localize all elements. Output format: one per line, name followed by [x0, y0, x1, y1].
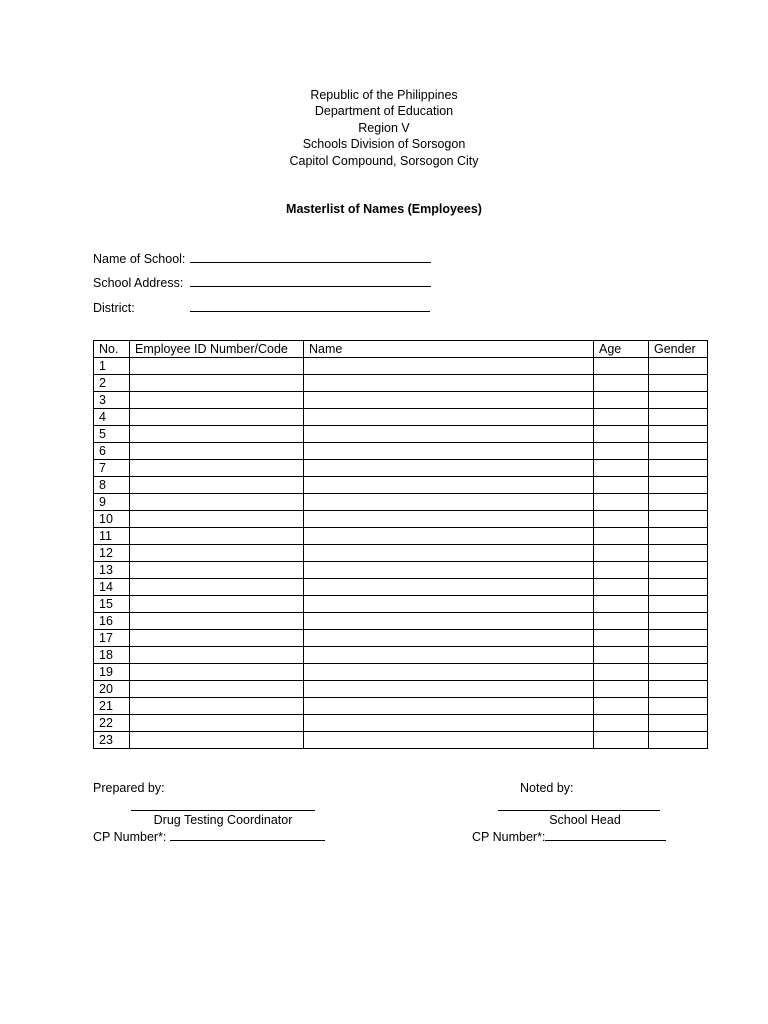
noted-cp-number-label: CP Number*: [472, 830, 546, 844]
row-number-cell: 1 [94, 358, 130, 375]
gender-cell[interactable] [649, 409, 708, 426]
row-number-cell: 6 [94, 443, 130, 460]
age-cell[interactable] [594, 375, 649, 392]
name-cell[interactable] [304, 715, 594, 732]
age-cell[interactable] [594, 409, 649, 426]
table-header-row [94, 341, 708, 358]
table-row [94, 732, 708, 749]
row-number-cell: 21 [94, 698, 130, 715]
age-cell[interactable] [594, 664, 649, 681]
school-address-blank[interactable] [190, 275, 431, 287]
employee-id-cell[interactable] [130, 698, 304, 715]
column-header-gender: Gender [649, 341, 708, 358]
employee-masterlist-table [93, 340, 708, 749]
age-cell[interactable] [594, 732, 649, 749]
employee-id-cell[interactable] [130, 528, 304, 545]
gender-cell[interactable] [649, 579, 708, 596]
name-cell[interactable] [304, 630, 594, 647]
name-cell[interactable] [304, 664, 594, 681]
age-cell[interactable] [594, 477, 649, 494]
gender-cell[interactable] [649, 681, 708, 698]
row-number-cell: 12 [94, 545, 130, 562]
letterhead-line-department: Department of Education [314, 104, 454, 119]
gender-cell[interactable] [649, 647, 708, 664]
letterhead-line-address: Capitol Compound, Sorsogon City [289, 153, 479, 168]
column-header-name: Name [304, 341, 594, 358]
name-cell[interactable] [304, 494, 594, 511]
column-header-employee-id: Employee ID Number/Code [130, 341, 304, 358]
prepared-by-signature-line[interactable] [131, 810, 315, 811]
table-row [94, 681, 708, 698]
document-title: Masterlist of Names (Employees) [286, 202, 482, 216]
age-cell[interactable] [594, 358, 649, 375]
employee-id-cell[interactable] [130, 511, 304, 528]
table-row [94, 426, 708, 443]
name-cell[interactable] [304, 732, 594, 749]
name-cell[interactable] [304, 528, 594, 545]
table-row [94, 613, 708, 630]
name-cell[interactable] [304, 681, 594, 698]
table-row [94, 511, 708, 528]
school-address-field [93, 275, 431, 290]
district-field [93, 300, 430, 315]
gender-cell[interactable] [649, 375, 708, 392]
employee-id-cell[interactable] [130, 630, 304, 647]
district-label: District: [93, 301, 135, 315]
letterhead-line-region: Region V [358, 120, 410, 135]
age-cell[interactable] [594, 392, 649, 409]
table-row [94, 715, 708, 732]
table-row [94, 630, 708, 647]
row-number-cell: 23 [94, 732, 130, 749]
letterhead-line-republic: Republic of the Philippines [310, 88, 458, 102]
table-row [94, 392, 708, 409]
employee-id-cell[interactable] [130, 732, 304, 749]
row-number-cell: 2 [94, 375, 130, 392]
table-row [94, 358, 708, 375]
age-cell[interactable] [594, 562, 649, 579]
row-number-cell: 10 [94, 511, 130, 528]
letterhead [0, 87, 768, 169]
gender-cell[interactable] [649, 358, 708, 375]
name-cell[interactable] [304, 511, 594, 528]
name-cell[interactable] [304, 698, 594, 715]
table-row [94, 409, 708, 426]
row-number-cell: 11 [94, 528, 130, 545]
row-number-cell: 8 [94, 477, 130, 494]
gender-cell[interactable] [649, 528, 708, 545]
employee-id-cell[interactable] [130, 358, 304, 375]
name-cell[interactable] [304, 460, 594, 477]
gender-cell[interactable] [649, 443, 708, 460]
gender-cell[interactable] [649, 562, 708, 579]
name-cell[interactable] [304, 358, 594, 375]
age-cell[interactable] [594, 494, 649, 511]
prepared-by-label: Prepared by: [93, 781, 165, 795]
gender-cell[interactable] [649, 477, 708, 494]
gender-cell[interactable] [649, 545, 708, 562]
employee-id-cell[interactable] [130, 664, 304, 681]
gender-cell[interactable] [649, 715, 708, 732]
age-cell[interactable] [594, 698, 649, 715]
employee-id-cell[interactable] [130, 613, 304, 630]
age-cell[interactable] [594, 715, 649, 732]
table-row [94, 562, 708, 579]
table-row [94, 647, 708, 664]
employee-id-cell[interactable] [130, 460, 304, 477]
row-number-cell: 5 [94, 426, 130, 443]
school-name-field [93, 251, 431, 266]
name-cell[interactable] [304, 545, 594, 562]
name-cell[interactable] [304, 409, 594, 426]
name-cell[interactable] [304, 375, 594, 392]
employee-id-cell[interactable] [130, 596, 304, 613]
row-number-cell: 7 [94, 460, 130, 477]
table-body [94, 358, 708, 749]
employee-id-cell[interactable] [130, 477, 304, 494]
row-number-cell: 18 [94, 647, 130, 664]
age-cell[interactable] [594, 613, 649, 630]
employee-id-cell[interactable] [130, 426, 304, 443]
name-cell[interactable] [304, 613, 594, 630]
school-name-label: Name of School: [93, 252, 186, 266]
name-cell[interactable] [304, 392, 594, 409]
noted-by-label: Noted by: [520, 781, 574, 795]
noted-by-role: School Head [549, 813, 621, 827]
column-header-no: No. [94, 341, 130, 358]
prepared-cp-number-blank[interactable] [170, 829, 325, 841]
employee-id-cell[interactable] [130, 494, 304, 511]
name-cell[interactable] [304, 426, 594, 443]
row-number-cell: 9 [94, 494, 130, 511]
name-cell[interactable] [304, 596, 594, 613]
gender-cell[interactable] [649, 664, 708, 681]
prepared-cp-number-label: CP Number*: [93, 830, 167, 844]
age-cell[interactable] [594, 443, 649, 460]
gender-cell[interactable] [649, 698, 708, 715]
employee-id-cell[interactable] [130, 715, 304, 732]
district-blank[interactable] [190, 300, 430, 312]
name-cell[interactable] [304, 443, 594, 460]
employee-id-cell[interactable] [130, 443, 304, 460]
table-row [94, 596, 708, 613]
prepared-cp-number-field [93, 829, 325, 844]
table-row [94, 477, 708, 494]
age-cell[interactable] [594, 647, 649, 664]
employee-id-cell[interactable] [130, 562, 304, 579]
gender-cell[interactable] [649, 460, 708, 477]
gender-cell[interactable] [649, 732, 708, 749]
gender-cell[interactable] [649, 613, 708, 630]
name-cell[interactable] [304, 579, 594, 596]
school-name-blank[interactable] [190, 251, 431, 263]
row-number-cell: 14 [94, 579, 130, 596]
gender-cell[interactable] [649, 511, 708, 528]
table-row [94, 664, 708, 681]
employee-id-cell[interactable] [130, 375, 304, 392]
age-cell[interactable] [594, 579, 649, 596]
employee-id-cell[interactable] [130, 545, 304, 562]
row-number-cell: 13 [94, 562, 130, 579]
row-number-cell: 22 [94, 715, 130, 732]
gender-cell[interactable] [649, 392, 708, 409]
column-header-age: Age [594, 341, 649, 358]
gender-cell[interactable] [649, 426, 708, 443]
table-row [94, 528, 708, 545]
table-row [94, 375, 708, 392]
employee-id-cell[interactable] [130, 392, 304, 409]
age-cell[interactable] [594, 426, 649, 443]
row-number-cell: 4 [94, 409, 130, 426]
employee-id-cell[interactable] [130, 579, 304, 596]
employee-id-cell[interactable] [130, 681, 304, 698]
gender-cell[interactable] [649, 596, 708, 613]
age-cell[interactable] [594, 596, 649, 613]
noted-cp-number-blank[interactable] [545, 829, 666, 841]
gender-cell[interactable] [649, 630, 708, 647]
table-row [94, 579, 708, 596]
employee-id-cell[interactable] [130, 409, 304, 426]
noted-cp-number-field [472, 829, 666, 844]
row-number-cell: 19 [94, 664, 130, 681]
row-number-cell: 17 [94, 630, 130, 647]
age-cell[interactable] [594, 511, 649, 528]
age-cell[interactable] [594, 528, 649, 545]
letterhead-line-division: Schools Division of Sorsogon [302, 137, 466, 152]
table-row [94, 494, 708, 511]
school-address-label: School Address: [93, 276, 184, 290]
age-cell[interactable] [594, 460, 649, 477]
row-number-cell: 3 [94, 392, 130, 409]
table-row [94, 545, 708, 562]
row-number-cell: 20 [94, 681, 130, 698]
table-row [94, 443, 708, 460]
gender-cell[interactable] [649, 494, 708, 511]
prepared-by-role: Drug Testing Coordinator [153, 813, 293, 827]
age-cell[interactable] [594, 545, 649, 562]
noted-by-signature-line[interactable] [498, 810, 660, 811]
age-cell[interactable] [594, 681, 649, 698]
name-cell[interactable] [304, 562, 594, 579]
row-number-cell: 16 [94, 613, 130, 630]
table-row [94, 460, 708, 477]
table-row [94, 698, 708, 715]
name-cell[interactable] [304, 477, 594, 494]
name-cell[interactable] [304, 647, 594, 664]
age-cell[interactable] [594, 630, 649, 647]
row-number-cell: 15 [94, 596, 130, 613]
employee-id-cell[interactable] [130, 647, 304, 664]
